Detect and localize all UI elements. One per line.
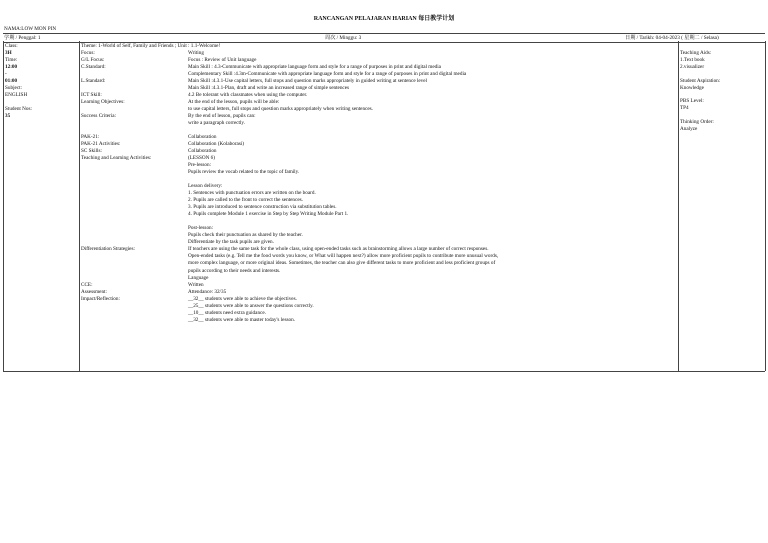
table-divider-1 [79,41,80,371]
subject-value: ENGLISH [5,92,28,99]
differentiation-4: more complex language, or more original ideas. Sometimes, the teacher can also give different tasks to more proficient and less proficient groups of [188,260,496,267]
pak21-label: PAK-21: [81,134,100,141]
delivery-step-2: 2. Pupils are called to the front to correct the sentences. [188,197,303,204]
delivery-step-3: 3. Pupils are introduced to sentence construction via substitution tables. [188,204,337,211]
pak21-activities-label: PAK-21 Activities: [81,141,121,148]
reflection-4: __32__ students were able to master today's lesson. [188,316,295,323]
student-aspiration-label: Student Aspiration: [680,77,721,84]
ict-skill-label: ICT Skill: [81,92,102,99]
pbs-level-label: PBS Level: [680,98,704,105]
differentiation-3: Open-ended tasks (e.g. Tell me the food words you know, or What will happen next?) allow more proficient pupils to contribute more unusual words, [188,253,499,260]
cce-value: Language [188,274,209,281]
teaching-aid-1: 1.Text book [680,57,705,64]
success-criteria-2: write a paragraph correctly. [188,120,245,127]
learning-standard-label: L.Standard: [81,78,106,85]
delivery-step-4: 4. Pupils complete Module 1 exercise in Step by Step Writing Module Part 1. [188,211,349,218]
thinking-order-value: Analyze [680,125,698,132]
content-standard-main: Main Skill : 4.3-Communicate with appropriate language form and style for a range of purposes in print and digital media [188,64,441,71]
focus-value: Writing [188,50,204,57]
students-label: Student Nos: [5,105,32,112]
differentiation-2: If teachers are using the same task for the whole class, using open-ended tasks such as brainstorming allows a large number of correct responses. [188,246,489,253]
teacher-name: NAMA:LOW MON PIN [4,26,57,32]
field-values-column [188,43,498,324]
lesson-number: (LESSON 6) [188,155,215,162]
teaching-aids-label: Teaching Aids: [680,50,712,56]
pre-lesson-text: Pupils review the vocab related to the topic of family. [188,169,300,176]
assessment-label: Assessment: [81,288,107,295]
term-field: 学期 / Penggal: 1 [4,34,41,41]
thinking-order-label: Thinking Order: [680,118,714,125]
header-row [3,33,765,43]
learning-standard-2: Main Skill :4.3.1-Plan, draft and write an increased range of simple sentences [188,85,350,92]
success-criteria-label: Success Criteria: [81,113,117,120]
student-aspiration-value: Knowledge [680,84,704,91]
students-value: 35 [5,112,11,119]
class-info-column [5,43,32,120]
theme-line: Theme: 1-World of Self, Family and Friends ; Unit : 1.1-Welcome! [81,43,221,49]
gl-focus-label: G/L Focus: [81,57,105,64]
learning-objectives-2: to use capital letters, full stops and question marks appropriately when writing sentences. [188,106,373,113]
reflection-1: __32__ students were able to achieve the objectives. [188,295,297,302]
table-divider-2 [678,41,679,371]
teaching-aid-2: 2.visualizer [680,64,705,71]
time-end: 01:00 [5,78,18,85]
ict-skill-value: 4.2 Be tolerant with classmates when using the computer. [188,92,308,99]
pak21-activities-value: Collaboration (Kolaborasi) [188,141,245,148]
class-label: Class: [5,43,18,49]
week-field: 周次 / Minggu: 3 [325,34,362,41]
differentiation-label: Differentiation Strategies: [81,246,135,253]
reflection-2: __25__ students were able to answer the questions correctly. [188,302,314,309]
learning-standard-1: Main Skill :4.3.1-Use capital letters, full stops and question marks appropriately in guided writing at sentence level [188,78,428,85]
cce-label: CCE: [81,281,93,288]
pre-lesson-title: Pre-lesson: [188,162,212,169]
subject-label: Subject: [5,85,23,92]
date-field: 日期 / Tarikh: 04-04-2023 ( 星期二 / Selasa) [625,34,719,41]
time-dash: - [5,71,7,78]
learning-objectives-1: At the end of the lesson, pupils will be able: [188,99,280,106]
differentiation-1: Differentiate by the task pupils are given. [188,239,274,246]
time-label: Time: [5,57,18,64]
teaching-activities-label: Teaching and Learning Activities: [81,155,152,162]
delivery-step-1: 1. Sentences with punctuation errors are written on the board. [188,190,316,197]
right-info-column [680,50,720,133]
post-lesson-title: Post-lesson: [188,225,214,232]
lesson-delivery-title: Lesson delivery: [188,183,223,190]
table-border-bottom [3,371,765,372]
success-criteria-1: By the end of lesson, pupils can: [188,113,256,120]
document-title: RANCANGAN PELAJARAN HARIAN 每日教学计划 [313,16,455,22]
table-border-right [765,41,766,371]
content-standard-complementary: Complementary Skill :4.3m-Communicate with appropriate language form and style for a range of purposes in print and digital media [188,71,467,78]
pbs-level-value: TP4 [680,105,689,112]
attendance: Attendance: 32/35 [188,288,227,295]
learning-objectives-label: Learning Objectives: [81,99,125,106]
table-border-left [3,41,4,371]
differentiation-5: pupils according to their needs and interests. [188,267,281,274]
reflection-3: __10__ students need extra guidance. [188,309,266,316]
gl-focus-value: Focus : Review of Unit language [188,57,257,64]
impact-label: Impact/Reflection: [81,295,120,302]
class-value: 3H [5,50,12,57]
time-start: 12:00 [5,64,18,71]
assessment-value: Written [188,281,204,288]
focus-label: Focus: [81,50,95,57]
sc-skills-label: SC Skills: [81,148,102,155]
sc-skills-value: Collaboration [188,148,217,155]
pak21-value: Collaboration [188,134,217,141]
content-standard-label: C.Standard: [81,64,106,71]
post-lesson-text: Pupils check their punctuation as shared by the teacher. [188,232,303,239]
